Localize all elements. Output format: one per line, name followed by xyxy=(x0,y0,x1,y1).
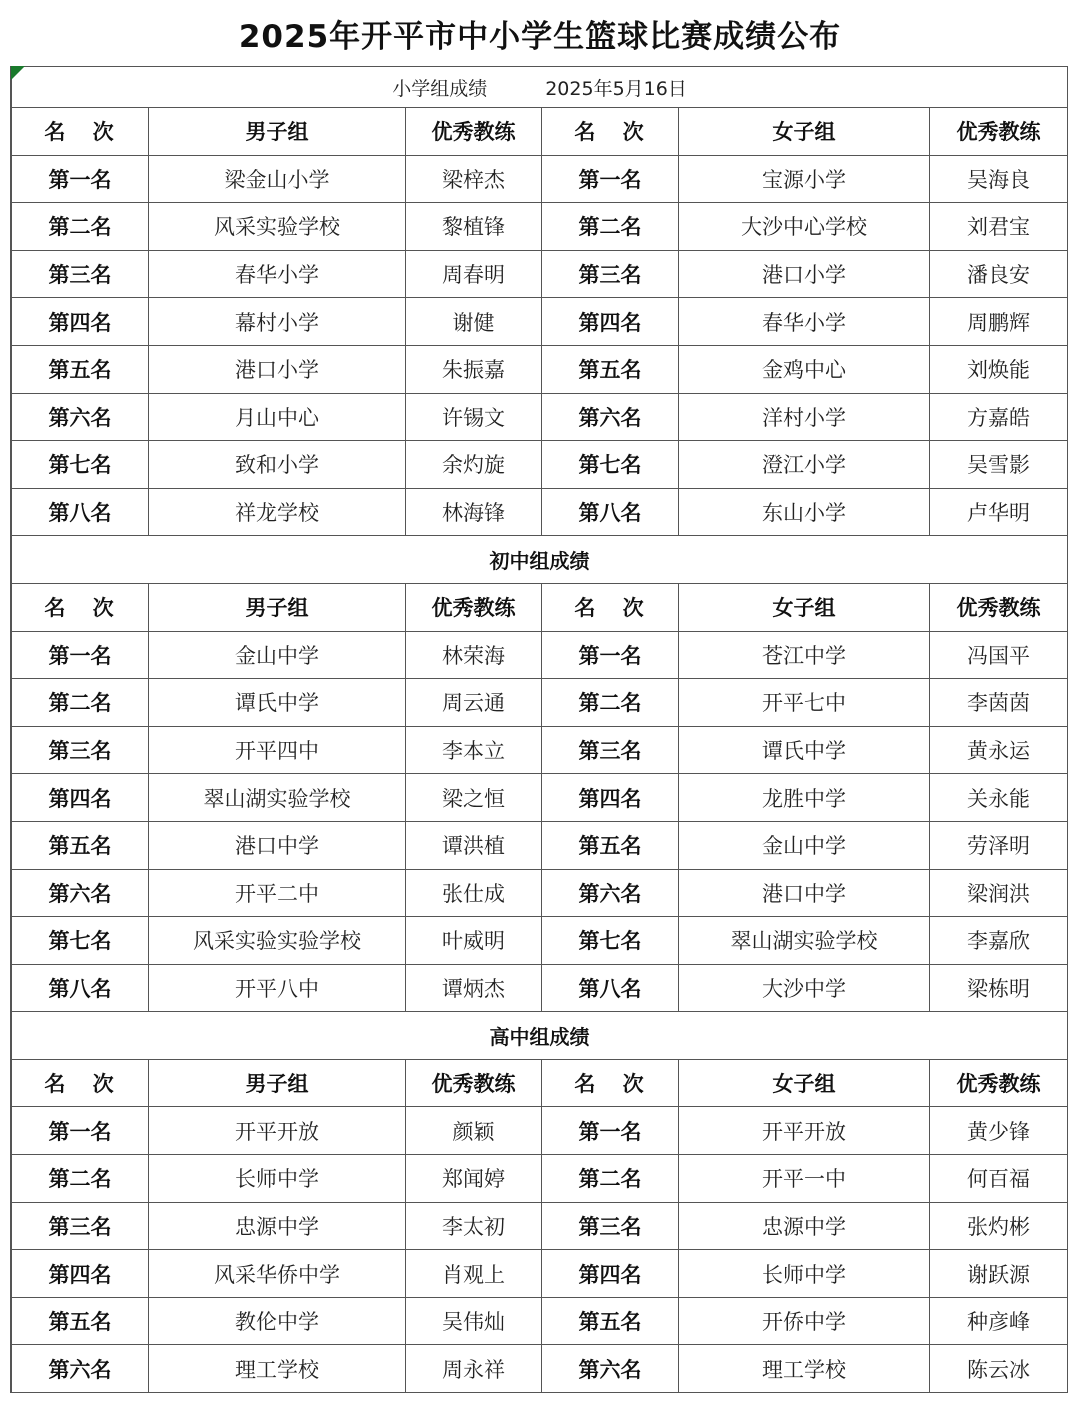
boys-team-cell: 谭氏中学 xyxy=(149,679,406,727)
table-row xyxy=(12,203,1068,251)
boys-coach-cell: 张仕成 xyxy=(406,869,542,917)
header-boys-coach: 优秀教练 xyxy=(406,108,542,156)
boys-team-cell: 教伦中学 xyxy=(149,1297,406,1345)
table-row xyxy=(12,631,1068,679)
boys-coach-cell: 余灼旋 xyxy=(406,441,542,489)
girls-team-cell: 忠源中学 xyxy=(679,1202,930,1250)
boys-coach-cell: 周春明 xyxy=(406,250,542,298)
girls-team-cell: 港口小学 xyxy=(679,250,930,298)
boys-coach-cell: 梁梓杰 xyxy=(406,155,542,203)
girls-coach-cell: 卢华明 xyxy=(930,488,1068,536)
table-row xyxy=(12,393,1068,441)
table-row xyxy=(12,1297,1068,1345)
girls-team-cell: 金山中学 xyxy=(679,821,930,869)
boys-team-cell: 春华小学 xyxy=(149,250,406,298)
rank-cell: 第六名 xyxy=(542,1345,679,1393)
table-row xyxy=(12,869,1068,917)
table-row xyxy=(12,1250,1068,1298)
rank-cell: 第三名 xyxy=(542,250,679,298)
section-title: 初中组成绩 xyxy=(12,536,1068,584)
header-boys-coach: 优秀教练 xyxy=(406,1059,542,1107)
boys-coach-cell: 颜颖 xyxy=(406,1107,542,1155)
girls-team-cell: 开平七中 xyxy=(679,679,930,727)
rank-cell: 第一名 xyxy=(542,631,679,679)
rank-cell: 第八名 xyxy=(542,964,679,1012)
results-table-body xyxy=(12,67,1068,1393)
boys-coach-cell: 周云通 xyxy=(406,679,542,727)
rank-cell: 第八名 xyxy=(12,488,149,536)
page-title: 2025年开平市中小学生篮球比赛成绩公布 xyxy=(238,19,842,55)
rank-cell: 第一名 xyxy=(542,1107,679,1155)
girls-coach-cell: 潘良安 xyxy=(930,250,1068,298)
rank-cell: 第七名 xyxy=(12,917,149,965)
girls-coach-cell: 谢跃源 xyxy=(930,1250,1068,1298)
boys-team-cell: 幕村小学 xyxy=(149,298,406,346)
boys-team-cell: 致和小学 xyxy=(149,441,406,489)
girls-coach-cell: 方嘉皓 xyxy=(930,393,1068,441)
boys-coach-cell: 谢健 xyxy=(406,298,542,346)
girls-coach-cell: 黄少锋 xyxy=(930,1107,1068,1155)
rank-cell: 第五名 xyxy=(12,821,149,869)
table-row xyxy=(12,345,1068,393)
girls-team-cell: 洋村小学 xyxy=(679,393,930,441)
girls-coach-cell: 周鹏辉 xyxy=(930,298,1068,346)
header-girls-coach: 优秀教练 xyxy=(930,1059,1068,1107)
rank-cell: 第二名 xyxy=(12,679,149,727)
rank-cell: 第七名 xyxy=(542,441,679,489)
boys-team-cell: 开平八中 xyxy=(149,964,406,1012)
header-girls-group: 女子组 xyxy=(679,583,930,631)
girls-coach-cell: 冯国平 xyxy=(930,631,1068,679)
boys-coach-cell: 林海锋 xyxy=(406,488,542,536)
table-row xyxy=(12,1155,1068,1203)
table-row xyxy=(12,726,1068,774)
boys-team-cell: 开平四中 xyxy=(149,726,406,774)
boys-team-cell: 风采实验实验学校 xyxy=(149,917,406,965)
rank-cell: 第二名 xyxy=(542,679,679,727)
rank-cell: 第四名 xyxy=(12,298,149,346)
header-row xyxy=(12,108,1068,156)
rank-cell: 第六名 xyxy=(542,393,679,441)
girls-coach-cell: 梁润洪 xyxy=(930,869,1068,917)
boys-team-cell: 港口小学 xyxy=(149,345,406,393)
rank-cell: 第四名 xyxy=(12,1250,149,1298)
girls-coach-cell: 何百福 xyxy=(930,1155,1068,1203)
table-row xyxy=(12,1202,1068,1250)
girls-coach-cell: 种彦峰 xyxy=(930,1297,1068,1345)
header-rank: 名 次 xyxy=(12,108,149,156)
rank-cell: 第四名 xyxy=(542,1250,679,1298)
primary-group-label: 小学组成绩 xyxy=(392,77,488,100)
girls-team-cell: 苍江中学 xyxy=(679,631,930,679)
girls-team-cell: 澄江小学 xyxy=(679,441,930,489)
date-row xyxy=(12,67,1068,108)
girls-team-cell: 春华小学 xyxy=(679,298,930,346)
rank-cell: 第三名 xyxy=(12,1202,149,1250)
girls-coach-cell: 张灼彬 xyxy=(930,1202,1068,1250)
rank-cell: 第三名 xyxy=(542,1202,679,1250)
rank-cell: 第一名 xyxy=(12,155,149,203)
boys-coach-cell: 谭炳杰 xyxy=(406,964,542,1012)
girls-coach-cell: 李茵茵 xyxy=(930,679,1068,727)
girls-team-cell: 开侨中学 xyxy=(679,1297,930,1345)
header-rank: 名 次 xyxy=(542,1059,679,1107)
girls-team-cell: 长师中学 xyxy=(679,1250,930,1298)
girls-team-cell: 港口中学 xyxy=(679,869,930,917)
rank-cell: 第五名 xyxy=(542,1297,679,1345)
girls-coach-cell: 梁栋明 xyxy=(930,964,1068,1012)
boys-team-cell: 梁金山小学 xyxy=(149,155,406,203)
boys-coach-cell: 李本立 xyxy=(406,726,542,774)
girls-coach-cell: 吴雪影 xyxy=(930,441,1068,489)
header-rank: 名 次 xyxy=(542,583,679,631)
header-rank: 名 次 xyxy=(12,1059,149,1107)
rank-cell: 第四名 xyxy=(542,298,679,346)
date-cell xyxy=(12,67,1068,108)
rank-cell: 第三名 xyxy=(12,250,149,298)
rank-cell: 第八名 xyxy=(12,964,149,1012)
girls-team-cell: 翠山湖实验学校 xyxy=(679,917,930,965)
boys-coach-cell: 叶威明 xyxy=(406,917,542,965)
rank-cell: 第一名 xyxy=(542,155,679,203)
girls-coach-cell: 吴海良 xyxy=(930,155,1068,203)
rank-cell: 第一名 xyxy=(12,631,149,679)
girls-team-cell: 龙胜中学 xyxy=(679,774,930,822)
girls-team-cell: 宝源小学 xyxy=(679,155,930,203)
results-table xyxy=(11,66,1068,1393)
girls-team-cell: 理工学校 xyxy=(679,1345,930,1393)
rank-cell: 第五名 xyxy=(12,345,149,393)
table-row xyxy=(12,821,1068,869)
girls-team-cell: 金鸡中心 xyxy=(679,345,930,393)
girls-team-cell: 开平开放 xyxy=(679,1107,930,1155)
section-title-row xyxy=(12,1012,1068,1060)
header-girls-group: 女子组 xyxy=(679,1059,930,1107)
table-row xyxy=(12,774,1068,822)
header-row xyxy=(12,1059,1068,1107)
table-row xyxy=(12,298,1068,346)
rank-cell: 第七名 xyxy=(542,917,679,965)
rank-cell: 第五名 xyxy=(542,345,679,393)
rank-cell: 第二名 xyxy=(12,1155,149,1203)
boys-team-cell: 风采实验学校 xyxy=(149,203,406,251)
table-row xyxy=(12,488,1068,536)
boys-team-cell: 风采华侨中学 xyxy=(149,1250,406,1298)
rank-cell: 第七名 xyxy=(12,441,149,489)
rank-cell: 第六名 xyxy=(542,869,679,917)
table-row xyxy=(12,441,1068,489)
boys-coach-cell: 吴伟灿 xyxy=(406,1297,542,1345)
boys-coach-cell: 黎植锋 xyxy=(406,203,542,251)
header-boys-group: 男子组 xyxy=(149,108,406,156)
header-boys-group: 男子组 xyxy=(149,1059,406,1107)
girls-team-cell: 大沙中学 xyxy=(679,964,930,1012)
girls-team-cell: 大沙中心学校 xyxy=(679,203,930,251)
rank-cell: 第一名 xyxy=(12,1107,149,1155)
rank-cell: 第五名 xyxy=(12,1297,149,1345)
girls-coach-cell: 陈云冰 xyxy=(930,1345,1068,1393)
boys-coach-cell: 许锡文 xyxy=(406,393,542,441)
header-boys-coach: 优秀教练 xyxy=(406,583,542,631)
event-date: 2025年5月16日 xyxy=(545,77,687,100)
boys-team-cell: 长师中学 xyxy=(149,1155,406,1203)
header-girls-group: 女子组 xyxy=(679,108,930,156)
girls-coach-cell: 劳泽明 xyxy=(930,821,1068,869)
table-row xyxy=(12,964,1068,1012)
table-row xyxy=(12,917,1068,965)
header-girls-coach: 优秀教练 xyxy=(930,108,1068,156)
girls-coach-cell: 李嘉欣 xyxy=(930,917,1068,965)
boys-coach-cell: 朱振嘉 xyxy=(406,345,542,393)
girls-team-cell: 东山小学 xyxy=(679,488,930,536)
girls-coach-cell: 关永能 xyxy=(930,774,1068,822)
boys-team-cell: 理工学校 xyxy=(149,1345,406,1393)
boys-team-cell: 翠山湖实验学校 xyxy=(149,774,406,822)
boys-coach-cell: 肖观上 xyxy=(406,1250,542,1298)
rank-cell: 第二名 xyxy=(542,1155,679,1203)
table-row xyxy=(12,1345,1068,1393)
boys-team-cell: 开平开放 xyxy=(149,1107,406,1155)
rank-cell: 第六名 xyxy=(12,1345,149,1393)
header-girls-coach: 优秀教练 xyxy=(930,583,1068,631)
boys-coach-cell: 林荣海 xyxy=(406,631,542,679)
table-row xyxy=(12,1107,1068,1155)
girls-coach-cell: 黄永运 xyxy=(930,726,1068,774)
rank-cell: 第三名 xyxy=(542,726,679,774)
girls-team-cell: 谭氏中学 xyxy=(679,726,930,774)
table-row xyxy=(12,679,1068,727)
boys-team-cell: 港口中学 xyxy=(149,821,406,869)
girls-coach-cell: 刘君宝 xyxy=(930,203,1068,251)
boys-team-cell: 祥龙学校 xyxy=(149,488,406,536)
header-rank: 名 次 xyxy=(12,583,149,631)
corner-marker xyxy=(11,66,25,80)
girls-coach-cell: 刘焕能 xyxy=(930,345,1068,393)
section-title-row xyxy=(12,536,1068,584)
boys-coach-cell: 谭洪植 xyxy=(406,821,542,869)
boys-team-cell: 开平二中 xyxy=(149,869,406,917)
rank-cell: 第三名 xyxy=(12,726,149,774)
boys-team-cell: 月山中心 xyxy=(149,393,406,441)
boys-coach-cell: 梁之恒 xyxy=(406,774,542,822)
girls-team-cell: 开平一中 xyxy=(679,1155,930,1203)
rank-cell: 第四名 xyxy=(542,774,679,822)
rank-cell: 第二名 xyxy=(12,203,149,251)
boys-coach-cell: 郑闻婷 xyxy=(406,1155,542,1203)
rank-cell: 第六名 xyxy=(12,393,149,441)
rank-cell: 第四名 xyxy=(12,774,149,822)
rank-cell: 第二名 xyxy=(542,203,679,251)
table-row xyxy=(12,250,1068,298)
rank-cell: 第八名 xyxy=(542,488,679,536)
section-title: 高中组成绩 xyxy=(12,1012,1068,1060)
boys-team-cell: 忠源中学 xyxy=(149,1202,406,1250)
results-sheet xyxy=(10,66,1068,1393)
header-row xyxy=(12,583,1068,631)
rank-cell: 第六名 xyxy=(12,869,149,917)
boys-coach-cell: 李太初 xyxy=(406,1202,542,1250)
boys-coach-cell: 周永祥 xyxy=(406,1345,542,1393)
rank-cell: 第五名 xyxy=(542,821,679,869)
header-rank: 名 次 xyxy=(542,108,679,156)
table-row xyxy=(12,155,1068,203)
header-boys-group: 男子组 xyxy=(149,583,406,631)
boys-team-cell: 金山中学 xyxy=(149,631,406,679)
